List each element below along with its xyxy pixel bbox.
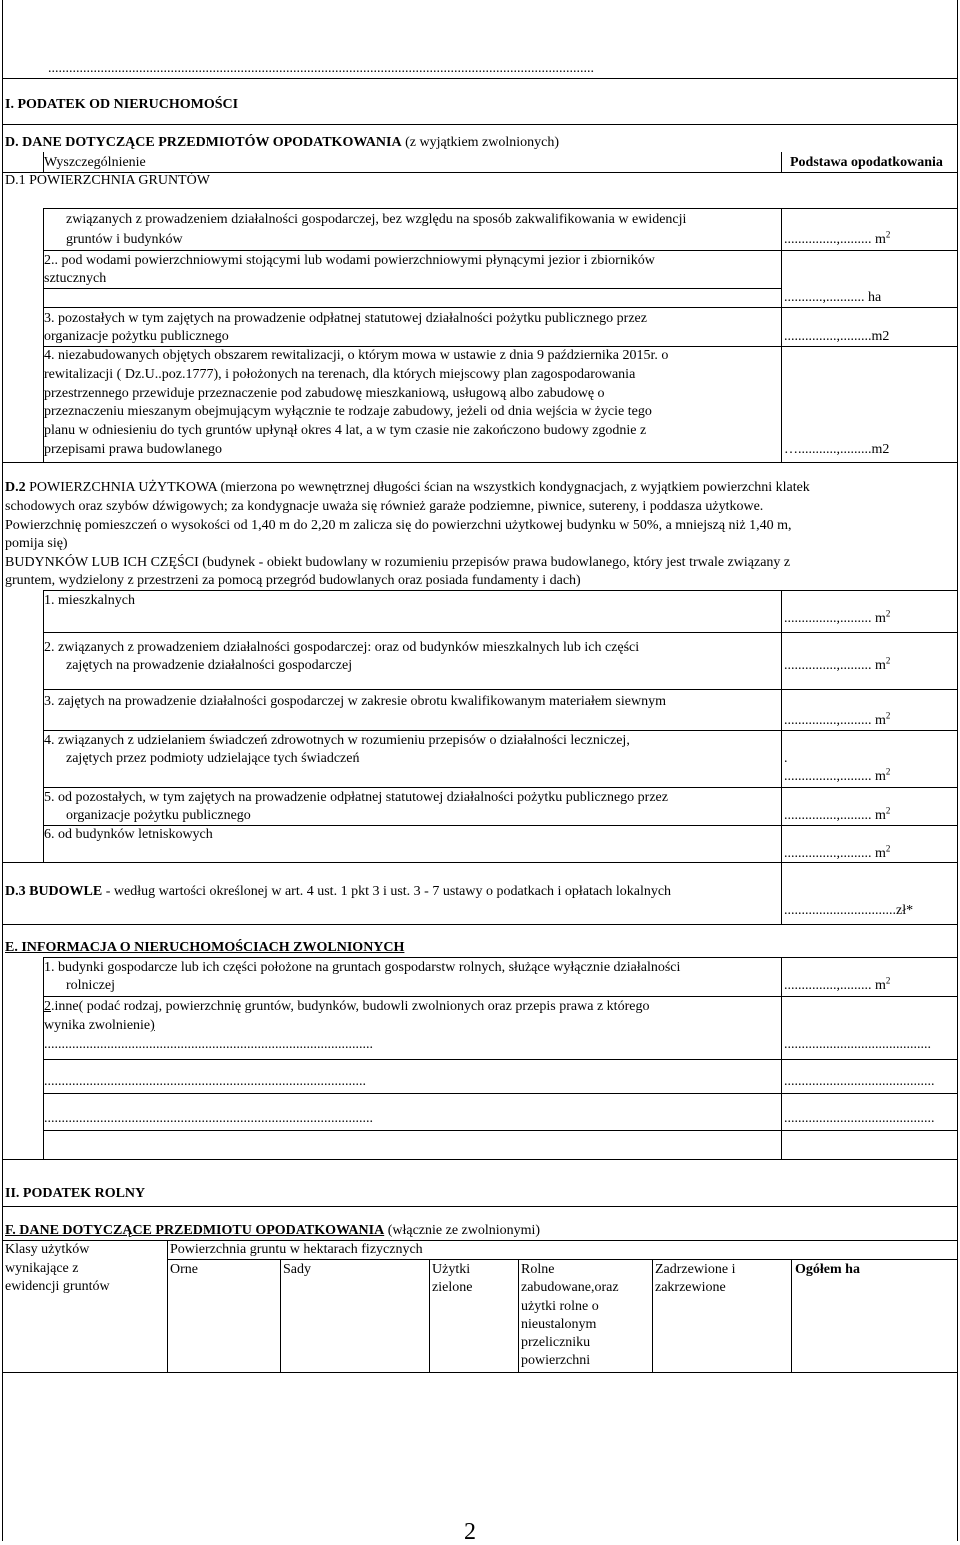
d3-value: ................................zł* (784, 903, 914, 918)
f-col-rolne-1: Rolne (521, 1262, 555, 1277)
d2-item4-value: ...............,......... $m^2$ (784, 766, 891, 784)
d2-item5-line1: 5. od pozostałych, w tym zajętych na prowadzenie odpłatnej statutowej działalności pożytku publicznego przez (44, 790, 668, 805)
d1-item3-value: ...............,.........m2 (784, 329, 890, 344)
f-col-uzytki-2: zielone (432, 1280, 473, 1295)
section-d2-line2: schodowych oraz szybów dźwigowych; za kondygnacje uważa się również garaże podziemne, piwnice, sutereny, i poddasza użytkowe. (5, 499, 764, 514)
d1-item4-line4: przeznaczeniu mieszanym obejmującym wyłącznie te rodzaje zabudowy, jeżeli od dnia wejścia w życie tego (44, 404, 652, 419)
f-klasy-line2: wynikające z (5, 1261, 79, 1276)
d2-item3: 3. zajętych na prowadzenie działalności gospodarczej w zakresie obrotu kwalifikowanym materiałem siewnym (44, 694, 666, 709)
d1-item4-line5: planu w odniesieniu do tych gruntów upłynął okres 4 lat, a w tym czasie nie zakończono budowy zgodnie z (44, 423, 647, 438)
section-title-tax-property: I. PODATEK OD NIERUCHOMOŚCI (5, 97, 239, 112)
f-col-rolne-3: użytki rolne o (521, 1299, 599, 1314)
d1-item3-line2: organizacje pożytku publicznego (44, 329, 229, 344)
f-klasy-line1: Klasy użytków (5, 1242, 90, 1257)
d2-item5-value: ...............,......... $m^2$ (784, 805, 891, 823)
f-col-sady: Sady (283, 1262, 311, 1277)
section-d2-line1: D.2 POWIERZCHNIA UŻYTKOWA (mierzona po wewnętrznej długości ścian na wszystkich kondygnacjach, z wyjątkiem powierzchni klatek (5, 480, 810, 495)
d2-item2-line1: 2. związanych z prowadzeniem działalności gospodarczej: oraz od budynków mieszkalnych lub ich części (44, 640, 640, 655)
section-title-tax-agricultural: II. PODATEK ROLNY (5, 1186, 146, 1201)
d1-item4-line2: rewitalizacji ( Dz.U..poz.1777), i położonych na terenach, dla których miejscowy plan zagospodarowania (44, 367, 636, 382)
d1-item4-value: …...........,.........m2 (784, 442, 890, 457)
f-col-rolne-2: zabudowane,oraz (521, 1280, 619, 1295)
f-powierzchnia-header: Powierzchnia gruntu w hektarach fizycznych (170, 1242, 423, 1257)
col-header-left: Wyszczególnienie (44, 155, 146, 170)
d1-item4-line1: 4. niezabudowanych objętych obszarem rewitalizacji, o którym mowa w ustawie z dnia 9 października 2015r. o (44, 348, 669, 363)
section-d2-line3: Powierzchnię pomieszczeń o wysokości od 1,40 m do 2,20 m zalicza się do powierzchni użytkowej budynku w 50%, a mniejszą niż 1,40 m, (5, 518, 792, 533)
f-klasy-line3: ewidencji gruntów (5, 1279, 110, 1294)
d1-item2-value: ...........,........... ha (784, 290, 882, 305)
page-number: 2 (464, 1519, 476, 1545)
d2-item5-line2: organizacje pożytku publicznego (66, 808, 251, 823)
f-col-zadrzewione-2: zakrzewione (655, 1280, 726, 1295)
e-item1-line1: 1. budynki gospodarcze lub ich części położone na gruntach gospodarstw rolnych, służące wyłącznie działalności (44, 960, 681, 975)
col-header-right: Podstawa opodatkowania (790, 155, 943, 170)
d1-item3-line1: 3. pozostałych w tym zajętych na prowadzenie odpłatnej statutowej działalności pożytku publicznego przez (44, 311, 647, 326)
d1-item4-line3: przestrzennego przewiduje przeznaczenie pod zabudowę mieszkaniową, usługową albo zabudowę o (44, 386, 605, 401)
d2-item4-line2: zajętych przez podmioty udzielające tych świadczeń (66, 751, 360, 766)
frame-right (957, 0, 958, 1541)
section-d-title: D. DANE DOTYCZĄCE PRZEDMIOTÓW OPODATKOWANIA (z wyjątkiem zwolnionych) (5, 135, 560, 150)
e-item2-line2: wynika zwolnienie) (44, 1018, 155, 1033)
d2-item1-value: ...............,......... $m^2$ (784, 608, 891, 626)
d2-item2-line2: zajętych na prowadzenie działalności gospodarczej (66, 658, 353, 673)
d1-item1-line2: gruntów i budynków (66, 232, 183, 247)
top-dots: ............................................................................................................................................................ (48, 61, 594, 76)
section-e-title: E. INFORMACJA O NIERUCHOMOŚCIACH ZWOLNIONYCH (5, 940, 405, 955)
frame-left (2, 0, 3, 1541)
f-col-orne: Orne (170, 1262, 198, 1277)
d2-item2-value: ...............,......... $m^2$ (784, 655, 891, 673)
frame-line-top (2, 78, 958, 79)
e-item1-line2: rolniczej (66, 978, 115, 993)
f-col-zadrzewione-1: Zadrzewione i (655, 1262, 736, 1277)
e-dots-right-2: ........................................... (784, 1074, 935, 1089)
f-col-rolne-6: powierzchni (521, 1353, 591, 1368)
e-dots-left-2: ............................................................................................ (44, 1074, 366, 1089)
f-col-rolne-5: przeliczniku (521, 1335, 591, 1350)
f-col-ogolem: Ogółem ha (795, 1262, 860, 1277)
d2-item3-value: ...............,......... $m^2$ (784, 710, 891, 728)
d2-item4-dot: . (784, 751, 788, 766)
e-dots-left-3: .............................................................................................. (44, 1111, 373, 1126)
e-dots-right-1: .......................................... (784, 1037, 931, 1052)
e-dots-left-1: .............................................................................................. (44, 1037, 373, 1052)
d1-item4-line6: przepisami prawa budowlanego (44, 442, 223, 457)
e-item1-value: ...............,......... $m^2$ (784, 975, 891, 993)
d2-item6-value: ...............,......... $m^2$ (784, 843, 891, 861)
d2-item1: 1. mieszkalnych (44, 593, 135, 608)
d1-item2-line2: sztucznych (44, 271, 107, 286)
section-f-title: F. DANE DOTYCZĄCE PRZEDMIOTU OPODATKOWANIA (włącznie ze zwolnionymi) (5, 1223, 541, 1238)
f-col-rolne-4: nieustalonym (521, 1317, 597, 1332)
d1-item2-line1: 2.. pod wodami powierzchniowymi stojącymi lub wodami powierzchniowymi płynącymi jezior i zbiorników (44, 253, 655, 268)
e-item2-line1: 2.inne( podać rodzaj, powierzchnię gruntów, budynków, budowli zwolnionych oraz przepis prawa z którego (44, 999, 650, 1014)
section-d2-line6: gruntem, wydzielony z przestrzeni za pomocą przegród budowlanych oraz posiada fundamenty i dach) (5, 573, 581, 588)
d2-item6: 6. od budynków letniskowych (44, 827, 213, 842)
d1-item1-value: ...............,......... $m^2$ (784, 229, 891, 247)
section-d2-line5: BUDYNKÓW LUB ICH CZĘŚCI (budynek - obiekt budowlany w rozumieniu przepisów prawa budowlanego, który jest trwale związany z (5, 555, 791, 570)
d1-item1-line1: związanych z prowadzeniem działalności gospodarczej, bez względu na sposób zakwalifikowania w ewidencji (66, 212, 687, 227)
section-d1-title: D.1 POWIERZCHNIA GRUNTÓW (5, 173, 210, 188)
section-d3-title: D.3 BUDOWLE - według wartości określonej w art. 4 ust. 1 pkt 3 i ust. 3 - 7 ustawy o podatkach i opłatach lokalnych (5, 884, 672, 899)
e-dots-right-3: ........................................... (784, 1111, 935, 1126)
f-col-uzytki-1: Użytki (432, 1262, 471, 1277)
section-d2-line4: pomija się) (5, 536, 68, 551)
d2-item4-line1: 4. związanych z udzielaniem świadczeń zdrowotnych w rozumieniu przepisów o działalności leczniczej, (44, 733, 630, 748)
